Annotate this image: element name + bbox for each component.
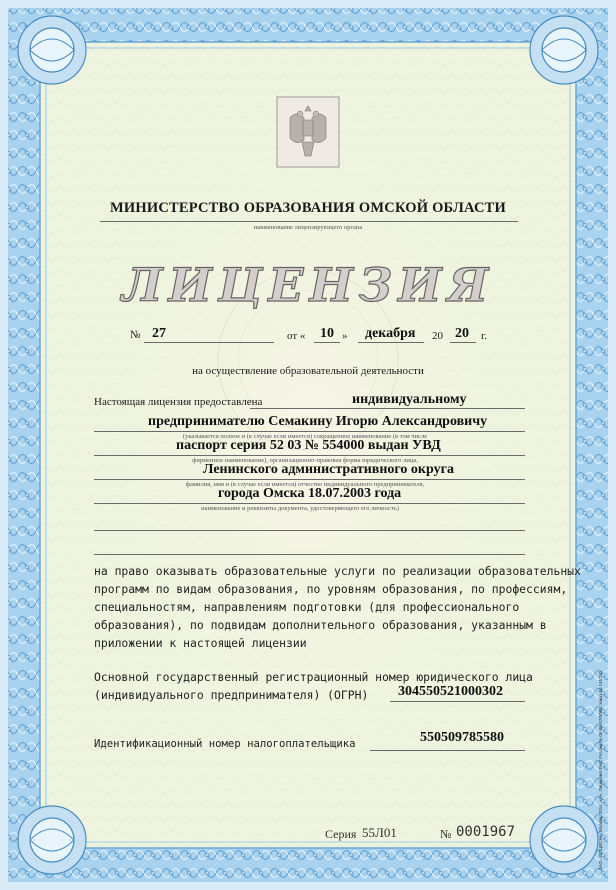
rights-line-2: программ по видам образования, по уровням образования, по профессиям, (94, 582, 568, 596)
holder-caption-4: наименование и реквизиты документа, удостоверяющего его личность) (201, 505, 399, 512)
date-from-label: от « (287, 330, 306, 342)
license-number-value: 27 (152, 326, 166, 341)
date-day-value: 10 (320, 326, 334, 341)
holder-caption-2: фирменное наименование), организационно-правовая форма юридического лица, (192, 457, 418, 464)
holder-caption-3: фамилия, имя и (в случае если имеется) отчество индивидуального предпринимателя, (185, 481, 425, 488)
rights-line-1: на право оказывать образовательные услуги по реализации образовательных (94, 564, 581, 578)
holder-line-3: паспорт серия 52 03 № 554000 выдан УВД (176, 438, 441, 453)
form-number-value: 0001967 (456, 824, 516, 840)
inn-label: Идентификационный номер налогоплательщика (94, 738, 356, 750)
series-value: 55Л01 (362, 825, 397, 840)
rights-line-4: образования), по подвидам дополнительного образования, указанным в (94, 618, 547, 632)
ogrn-label-line-1: Основной государственный регистрационный номер юридического лица (94, 670, 533, 684)
activity-text: на осуществление образовательной деятельности (192, 365, 424, 377)
ministry-name: МИНИСТЕРСТВО ОБРАЗОВАНИЯ ОМСКОЙ ОБЛАСТИ (110, 200, 506, 216)
form-number-label: № (440, 827, 452, 841)
date-year-label: г. (481, 330, 488, 342)
document-title: ЛИЦЕНЗИЯ (121, 258, 495, 312)
rights-line-3: специальностям, направлениям подготовки (для профессионального (94, 600, 520, 614)
coat-of-arms-emblem (276, 96, 340, 168)
date-month-value: декабря (365, 326, 416, 341)
ministry-caption: наименование лицензирующего органа (253, 224, 363, 231)
ogrn-value: 304550521000302 (398, 684, 503, 699)
blank-line (94, 530, 525, 531)
date-close-quote: » (342, 330, 348, 342)
ministry-underline (100, 221, 518, 222)
series-label: Серия (325, 827, 357, 841)
granted-label: Настоящая лицензия предоставлена (94, 396, 263, 408)
holder-line-4: Ленинского административного округа (203, 462, 454, 477)
holder-line-1: индивидуальному (352, 392, 467, 407)
blank-line (94, 554, 525, 555)
license-number-label: № (130, 329, 141, 341)
inn-value: 550509785580 (420, 730, 504, 745)
ogrn-label-line-2: (индивидуального предпринимателя) (ОГРН) (94, 688, 369, 702)
holder-line-2: предпринимателю Семакину Игорю Александровичу (148, 414, 488, 429)
holder-line-5: города Омска 18.07.2003 года (218, 486, 402, 501)
holder-caption-1: (указывается полное и (в случае если имеется) сокращенное наименование (в том числе (182, 433, 428, 440)
date-year-suffix: 20 (455, 326, 469, 341)
date-year-prefix: 20 (432, 330, 443, 342)
rights-line-5: приложении к настоящей лицензии (94, 636, 307, 650)
printer-margin-text: ЗАО «ОПЦИОН», Москва, 2014. «А». Лицензия ФНС России № 08-05-07/0085, заказ № 145710. (598, 670, 603, 870)
